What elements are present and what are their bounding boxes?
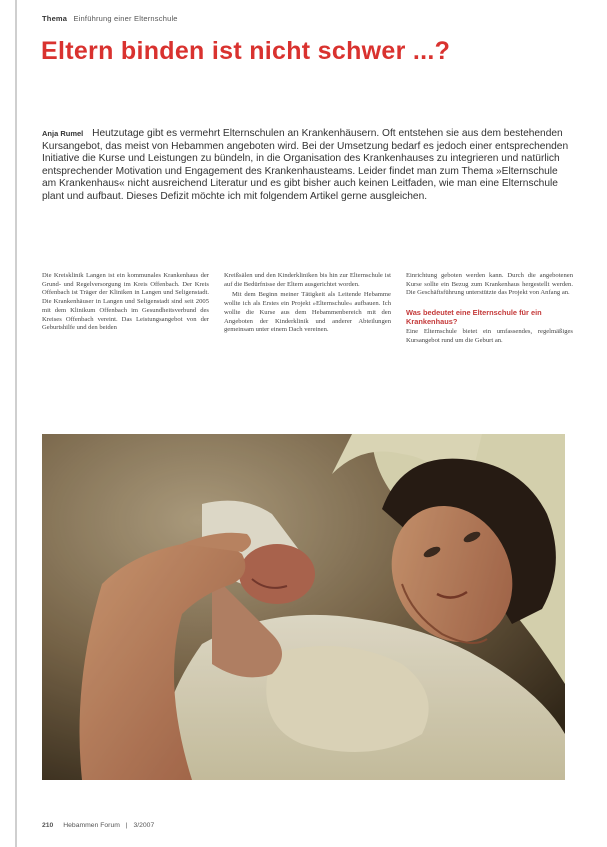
- section-kicker: [42, 14, 178, 23]
- section-subheading: Was bedeutet eine Elternschule für ein Krankenhaus?: [406, 308, 542, 327]
- body-columns: [42, 272, 573, 346]
- author-name: Anja Rumel: [42, 129, 84, 138]
- body-paragraph: Einrichtung geboten werden kann. Durch die angebotenen Kurse sollte ein Bezug zum Krankenhaus hergestellt werden. Die Geschäftsführung unterstützte das Projekt von Anfang an.: [406, 272, 573, 297]
- body-paragraph: Eine Elternschule bietet ein umfassendes, regelmäßiges Kursangebot rund um die Geburt an.: [406, 328, 573, 344]
- column-1: [42, 272, 209, 346]
- left-margin-rule: [15, 0, 17, 847]
- footer-separator: |: [125, 822, 128, 829]
- page-footer: [42, 822, 154, 829]
- body-paragraph: Kreißsälen und den Kinderkliniken bis hin zur Elternschule ist auf die Bedürfnisse der Eltern ausgerichtet worden.: [224, 272, 391, 288]
- body-paragraph: Mit dem Beginn meiner Tätigkeit als Leitende Hebamme wollte ich als Erstes ein Projekt »Elternschule« aufbauen. Ich wollte die Kurse aus dem Hebammenbereich mit den Angeboten der Kinderklinik und anderer Abteilungen gemeinsam unter einem Dach vereinen.: [224, 291, 391, 334]
- kicker-text: Einführung einer Elternschule: [73, 14, 178, 23]
- article-lead: [42, 128, 574, 204]
- column-3: [406, 272, 573, 346]
- lead-text: Heutzutage gibt es vermehrt Elternschulen an Krankenhäusern. Oft entstehen sie aus dem bestehenden Kursangebot, das meist von Hebammen angeboten wird. Bei der Umsetzung bedarf es jedoch einer entsprechenden Initiative die Kurse und Leistungen zu bündeln, in die Organisation des Krankenhauses zu integrieren und natürlich entsprechender Motivation und Engagement des Krankenhausteams. Leider findet man zum Thema »Elternschule am Krankenhaus« nicht ausreichend Literatur und es gibt bisher auch keinen Leitfaden, wie man eine Elternschule plant und aufbaut. Dieses Defizit möchte ich mit folgendem Artikel gerne ausgleichen.: [42, 128, 569, 202]
- column-2: [224, 272, 391, 346]
- mother-newborn-photo-icon: [42, 434, 565, 780]
- page-number: 210: [42, 822, 54, 829]
- body-paragraph: Die Kreisklinik Langen ist ein kommunales Krankenhaus der Grund- und Regelversorgung im Kreis Offenbach. Der Kreis Offenbach ist Träger der Kliniken in Langen und Seligenstadt. Die Krankenhäuser in Langen und Seligenstadt sind seit 2005 mit dem Klinikum Offenbach im Gesundheitsverbund des Kreises Offenbach vereint. Das Leistungsangebot von der Geburtshilfe und den beiden: [42, 272, 209, 332]
- article-title: Eltern binden ist nicht schwer ...?: [41, 37, 451, 65]
- journal-issue: 3/2007: [133, 822, 155, 829]
- kicker-label: Thema: [42, 14, 68, 23]
- article-photo: [42, 434, 565, 780]
- journal-name: Hebammen Forum: [63, 822, 120, 829]
